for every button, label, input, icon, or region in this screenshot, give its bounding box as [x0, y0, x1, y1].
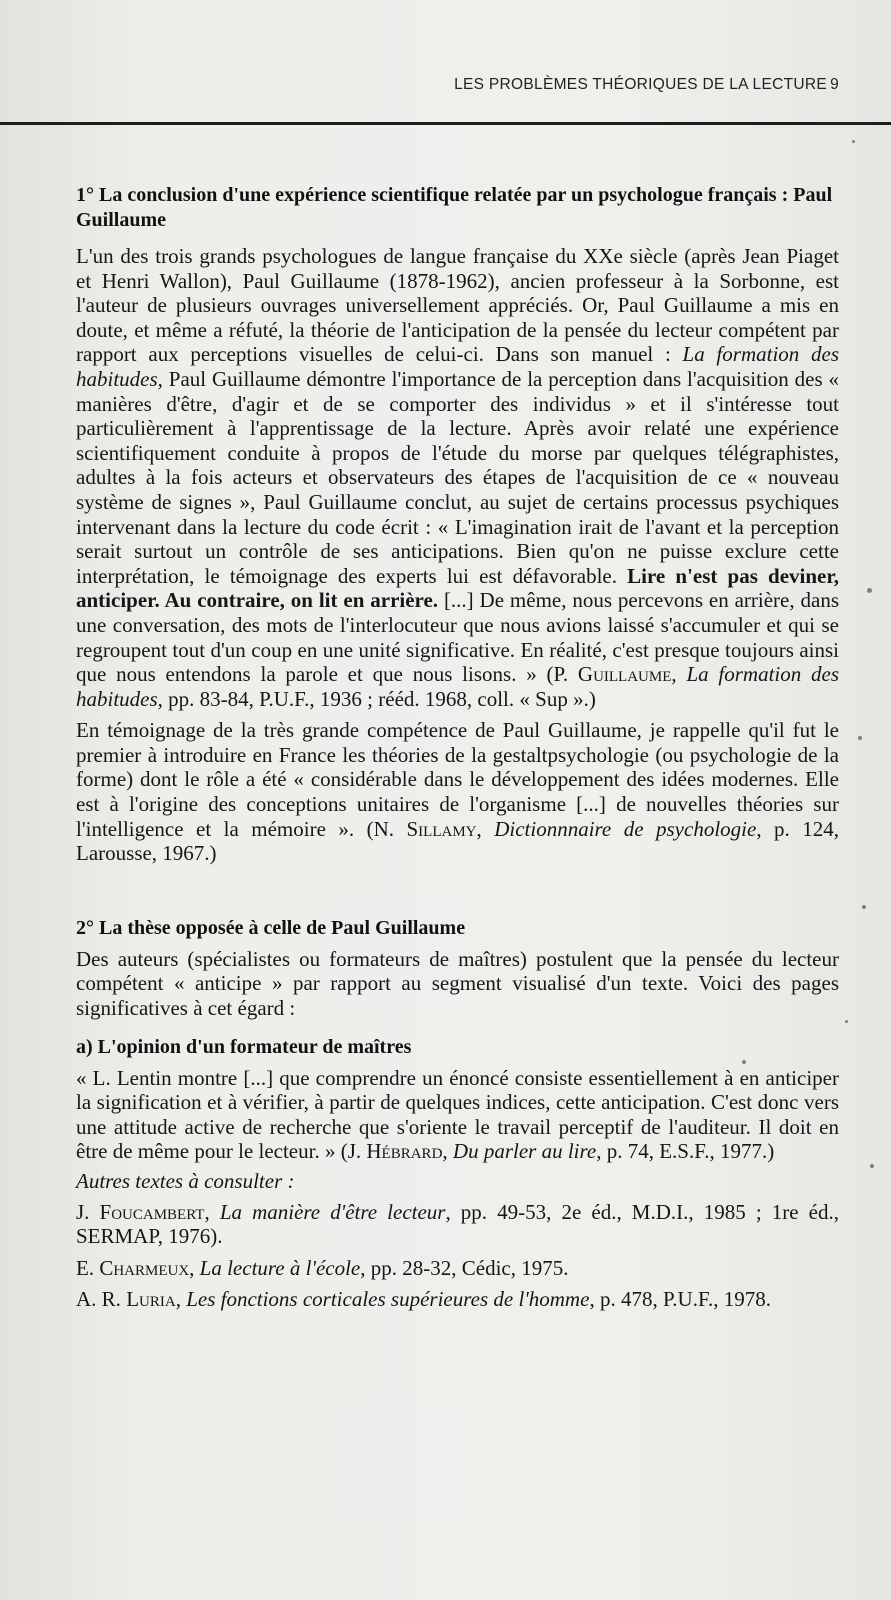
text-run: , — [204, 1199, 220, 1224]
emphasis-quote: Lire n'est pas deviner, anticiper. Au contraire, on lit en arrière. — [76, 563, 840, 613]
text-run: [...] De même, nous percevons en arrière, dans une conversation, des mots de l'interlocuteur que nous avions laissé s'accumuler et qui se regroupent tout d'un coup en une unité significative. En réalité, c'est presque toujours ainsi que nous entendons la parole et que nous lisons. » (P. — [76, 588, 839, 687]
book-title: La formation des habitudes — [76, 342, 839, 391]
text-run: , pp. 28-32, Cédic, 1975. — [360, 1255, 569, 1280]
author-name: Foucambert — [99, 1199, 205, 1224]
reference-item — [76, 1256, 839, 1281]
author-name: Charmeux — [99, 1255, 190, 1280]
author-name: Sillamy — [406, 816, 477, 841]
text-run: , pp. 49-53, 2e éd., M.D.I., 1985 ; 1re éd., SERMAP, 1976). — [76, 1199, 839, 1249]
print-speck — [852, 140, 855, 143]
author-name: Luria — [126, 1287, 176, 1312]
text-run: , — [671, 662, 687, 687]
print-speck — [867, 588, 872, 593]
section-1-heading: 1° La conclusion d'une expérience scientifique relatée par un psychologue français : Paul Guillaume — [76, 184, 833, 231]
print-speck — [862, 905, 866, 909]
print-speck — [858, 736, 862, 740]
book-title: La formation des habitudes — [76, 662, 840, 711]
print-speck — [845, 1020, 848, 1023]
text-run: , Paul Guillaume démontre l'importance de la perception dans l'acquisition des « manières d'être, d'agir et de se comporter des individus » et il s'intéresse tout particulièrement à l'apprentissage de la lecture. Après avoir relaté une expérience scientifiquement conduite à propos de l'étude du morse par quelques télégraphistes, adultes à la fois acteurs et observateurs des étapes de l'acquisition de ce « nouveau système de signes », Paul Guillaume conclut, au sujet de certains processus psychiques intervenant dans la lecture du code écrit : « L'imagination irait de l'avant et la perception serait surtout un contrôle de ses anticipations. Bien qu'on ne puisse exclure cette interprétation, le témoignage des experts lui est défavorable. — [76, 366, 839, 588]
text-run: , — [189, 1255, 200, 1280]
text-run: E. — [76, 1255, 100, 1280]
book-title: Les fonctions corticales supérieures de l'homme — [186, 1287, 590, 1312]
author-name: Hébrard — [366, 1139, 443, 1164]
header-rule — [0, 122, 891, 125]
book-title: Du parler au lire — [452, 1139, 597, 1164]
text-run: , p. 124, Larousse, 1967.) — [76, 816, 840, 866]
text-run: , p. 478, P.U.F., 1978. — [589, 1287, 771, 1312]
text-run: , — [175, 1287, 187, 1312]
reference-item — [76, 1200, 839, 1249]
text-run: En témoignage de la très grande compétence de Paul Guillaume, je rappelle qu'il fut le premier à introduire en France les théories de la gestaltpsychologie (ou psychologie de la forme) dont le rôle a été « considérable dans le développement des idées modernes. Elle est à l'origine des conceptions unitaires de l'organisme [...] de nouvelles théories sur l'intelligence et la mémoire ». (N. — [76, 718, 839, 841]
text-run: , — [442, 1139, 453, 1164]
reference-item — [76, 1287, 839, 1312]
print-speck — [742, 1060, 746, 1064]
print-speck — [870, 1164, 874, 1168]
text-run: A. R. — [76, 1287, 127, 1312]
book-title: La manière d'être lecteur — [219, 1199, 446, 1224]
author-name: Guillaume — [577, 662, 672, 687]
section-1-paragraph-1 — [76, 244, 839, 711]
text-run: J. — [76, 1199, 100, 1224]
other-texts-label: Autres textes à consulter : — [76, 1169, 295, 1193]
running-title: LES PROBLÈMES THÉORIQUES DE LA LECTURE — [454, 76, 827, 93]
page-content — [76, 183, 839, 1319]
text-run: , — [476, 816, 495, 841]
text-run: , p. 74, E.S.F., 1977.) — [596, 1139, 775, 1164]
text-run: « L. Lentin montre [...] que comprendre un énoncé consiste essentiellement à en anticiper la signification et à vérifier, à partir de quelques indices, cette anticipation. C'est donc vers une attitude active de recherche que s'oriente le travail perceptif de l'auditeur. Il doit en être de même pour le lecteur. » (J. — [76, 1065, 839, 1164]
page-number: 9 — [830, 76, 839, 93]
section-1-paragraph-2 — [76, 718, 839, 866]
text-run: , pp. 83-84, P.U.F., 1936 ; rééd. 1968, coll. « Sup ».) — [157, 686, 596, 711]
section-2-heading: 2° La thèse opposée à celle de Paul Guillaume — [76, 916, 466, 939]
subsection-a-quote — [76, 1066, 839, 1164]
book-title: La lecture à l'école — [199, 1255, 361, 1280]
text-run: L'un des trois grands psychologues de langue française du XXe siècle (après Jean Piaget et Henri Wallon), Paul Guillaume (1878-1962), ancien professeur à la Sorbonne, est l'auteur de plusieurs ouvrages universellement appréciés. Or, Paul Guillaume a mis en doute, et même a réfuté, la théorie de l'anticipation de la pensée du lecteur compétent par rapport aux perceptions visuelles de celui-ci. Dans son manuel : — [76, 244, 839, 367]
section-2-paragraph: Des auteurs (spécialistes ou formateurs de maîtres) postulent que la pensée du lecteur compétent « anticipe » par rapport au segment visualisé d'un texte. Voici des pages significatives à cet égard : — [76, 946, 839, 1021]
subsection-a-heading: a) L'opinion d'un formateur de maîtres — [76, 1035, 412, 1058]
book-title: Dictionnnaire de psychologie — [494, 816, 757, 841]
running-head — [0, 76, 891, 100]
